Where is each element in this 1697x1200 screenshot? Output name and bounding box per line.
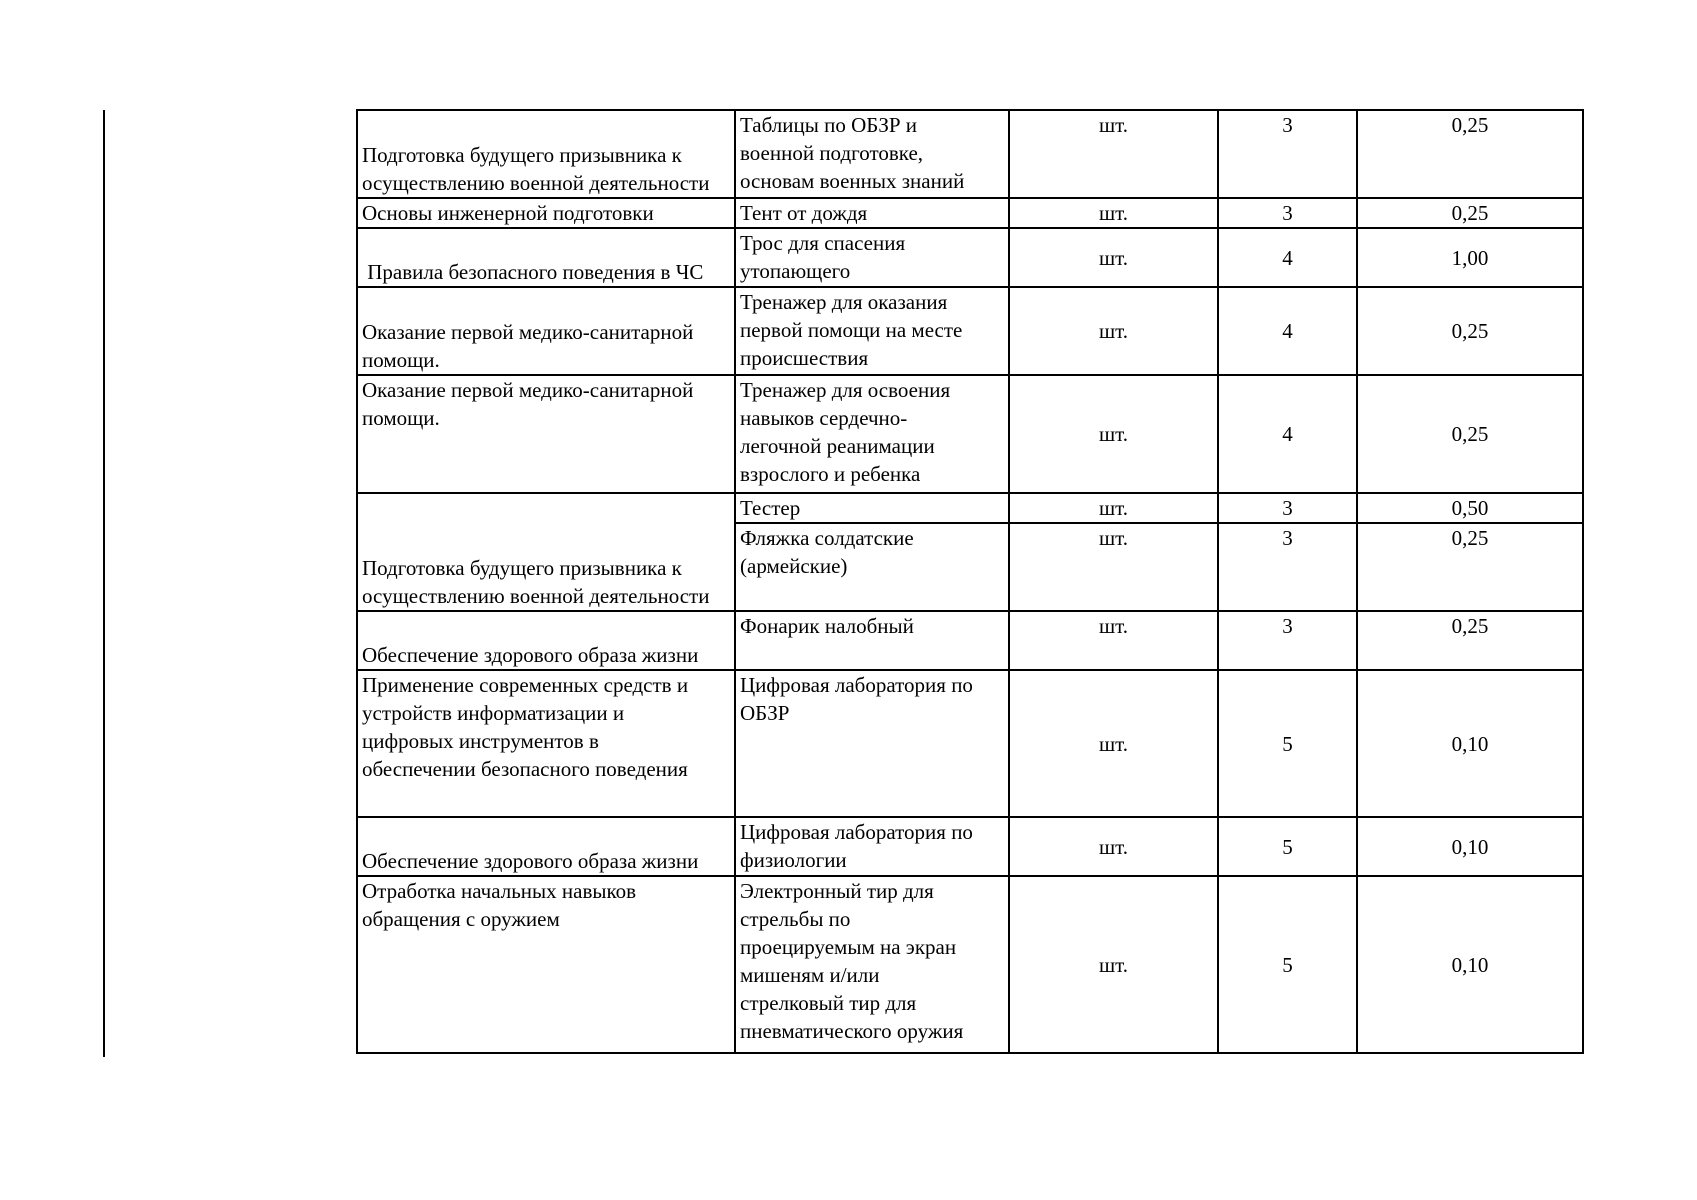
table-row (357, 228, 1583, 287)
unit-cell: шт. (1009, 876, 1218, 1053)
ratio-cell: 0,50 (1357, 493, 1583, 523)
table-row (357, 287, 1583, 375)
topic-cell: Оказание первой медико-санитарной помощи. (357, 375, 735, 493)
topic-cell: Обеспечение здорового образа жизни (357, 611, 735, 670)
quantity-cell: 4 (1218, 228, 1357, 287)
ratio-cell: 0,10 (1357, 670, 1583, 817)
table-row (357, 817, 1583, 876)
unit-cell: шт. (1009, 375, 1218, 493)
item-cell: Фонарик налобный (735, 611, 1009, 670)
topic-cell: Отработка начальных навыков обращения с оружием (357, 876, 735, 1053)
ratio-cell: 0,25 (1357, 523, 1583, 611)
quantity-cell: 4 (1218, 287, 1357, 375)
item-cell: Таблицы по ОБЗР и военной подготовке, основам военных знаний (735, 110, 1009, 198)
item-cell: Тренажер для оказания первой помощи на месте происшествия (735, 287, 1009, 375)
unit-cell: шт. (1009, 523, 1218, 611)
topic-cell: Подготовка будущего призывника к осуществлению военной деятельности (357, 493, 735, 611)
ratio-cell: 0,10 (1357, 817, 1583, 876)
page-margin-line (103, 110, 105, 1057)
topic-cell: Оказание первой медико-санитарной помощи. (357, 287, 735, 375)
table-row (357, 110, 1583, 198)
ratio-cell: 0,25 (1357, 375, 1583, 493)
item-cell: Фляжка солдатские (армейские) (735, 523, 1009, 611)
item-cell: Тренажер для освоения навыков сердечно- легочной реанимации взрослого и ребенка (735, 375, 1009, 493)
table-row (357, 375, 1583, 493)
table-row (357, 493, 1583, 523)
quantity-cell: 3 (1218, 523, 1357, 611)
ratio-cell: 0,25 (1357, 110, 1583, 198)
unit-cell: шт. (1009, 287, 1218, 375)
unit-cell: шт. (1009, 110, 1218, 198)
table-row (357, 670, 1583, 817)
unit-cell: шт. (1009, 670, 1218, 817)
topic-cell: Обеспечение здорового образа жизни (357, 817, 735, 876)
topic-cell: Основы инженерной подготовки (357, 198, 735, 228)
ratio-cell: 0,10 (1357, 876, 1583, 1053)
unit-cell: шт. (1009, 493, 1218, 523)
item-cell: Электронный тир для стрельбы по проецируемым на экран мишеням и/или стрелковый тир для пневматического оружия (735, 876, 1009, 1053)
quantity-cell: 5 (1218, 670, 1357, 817)
item-cell: Тестер (735, 493, 1009, 523)
quantity-cell: 5 (1218, 817, 1357, 876)
table-row (357, 876, 1583, 1053)
ratio-cell: 0,25 (1357, 198, 1583, 228)
ratio-cell: 0,25 (1357, 611, 1583, 670)
ratio-cell: 0,25 (1357, 287, 1583, 375)
quantity-cell: 4 (1218, 375, 1357, 493)
quantity-cell: 3 (1218, 198, 1357, 228)
unit-cell: шт. (1009, 611, 1218, 670)
topic-cell: Подготовка будущего призывника к осуществлению военной деятельности (357, 110, 735, 198)
quantity-cell: 3 (1218, 611, 1357, 670)
topic-cell: Применение современных средств и устройств информатизации и цифровых инструментов в обеспечении безопасного поведения (357, 670, 735, 817)
item-cell: Цифровая лаборатория по физиологии (735, 817, 1009, 876)
equipment-table (356, 109, 1584, 1054)
ratio-cell: 1,00 (1357, 228, 1583, 287)
unit-cell: шт. (1009, 198, 1218, 228)
quantity-cell: 3 (1218, 493, 1357, 523)
item-cell: Цифровая лаборатория по ОБЗР (735, 670, 1009, 817)
quantity-cell: 5 (1218, 876, 1357, 1053)
quantity-cell: 3 (1218, 110, 1357, 198)
unit-cell: шт. (1009, 817, 1218, 876)
item-cell: Тент от дождя (735, 198, 1009, 228)
table-row (357, 611, 1583, 670)
item-cell: Трос для спасения утопающего (735, 228, 1009, 287)
table-row (357, 198, 1583, 228)
topic-cell: Правила безопасного поведения в ЧС (357, 228, 735, 287)
unit-cell: шт. (1009, 228, 1218, 287)
